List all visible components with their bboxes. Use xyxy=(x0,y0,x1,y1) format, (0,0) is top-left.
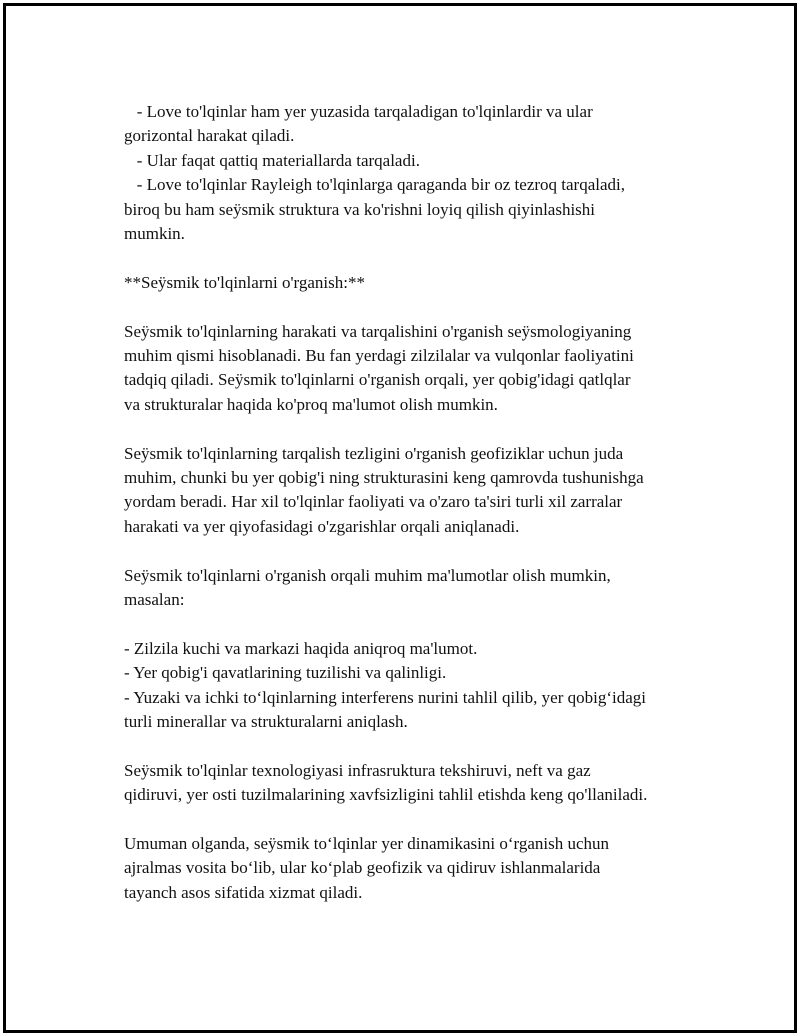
list-item: - Zilzila kuchi va markazi haqida aniqroq ma'lumot. xyxy=(124,638,478,658)
text-line: Seÿsmik to'lqinlarni o'rganish orqali muhim ma'lumotlar olish mumkin, xyxy=(124,565,611,585)
text-line: muhim, chunki bu yer qobig'i ning strukturasini keng qamrovda tushunishga xyxy=(124,468,644,488)
text-line: yordam beradi. Har xil to'lqinlar faoliyati va o'zaro ta'siri turli xil zarralar xyxy=(124,492,623,512)
text-line: biroq bu ham seÿsmik struktura va ko'rishni loyiq qilish qiyinlashishi xyxy=(124,199,596,219)
list-item: - Yuzaki va ichki to‘lqinlarning interferens nurini tahlil qilib, yer qobig‘idagi xyxy=(124,687,646,707)
text-line: muhim qismi hisoblanadi. Bu fan yerdagi zilzilalar va vulqonlar faoliyatini xyxy=(124,346,634,366)
text-line: - Love to'lqinlar Rayleigh to'lqinlarga qaraganda bir oz tezroq tarqaladi, xyxy=(124,175,625,195)
text-line: qidiruvi, yer osti tuzilmalarining xavfsizligini tahlil etishda keng qo'llaniladi. xyxy=(124,785,648,805)
blank-line xyxy=(124,539,714,563)
page-frame xyxy=(3,3,797,1033)
text-line: harakati va yer qiyofasidagi o'zgarishlar orqali aniqlanadi. xyxy=(124,516,520,536)
text-line: Seÿsmik to'lqinlarning harakati va tarqalishini o'rganish seÿsmologiyaning xyxy=(124,321,632,341)
text-line: masalan: xyxy=(124,590,185,610)
list-item: - Yer qobig'i qavatlarining tuzilishi va qalinligi. xyxy=(124,663,447,683)
text-line: ajralmas vosita bo‘lib, ular ko‘plab geofizik va qidiruv ishlanmalarida xyxy=(124,858,601,878)
text-line: turli minerallar va strukturalarni aniqlash. xyxy=(124,712,408,732)
document-body xyxy=(124,100,714,905)
text-line: gorizontal harakat qiladi. xyxy=(124,126,295,146)
text-line: Seÿsmik to'lqinlarning tarqalish tezligini o'rganish geofiziklar uchun juda xyxy=(124,443,624,463)
blank-line xyxy=(124,612,714,636)
blank-line xyxy=(124,417,714,441)
text-line: Umuman olganda, seÿsmik to‘lqinlar yer dinamikasini o‘rganish uchun xyxy=(124,834,610,854)
text-line: tayanch asos sifatida xizmat qiladi. xyxy=(124,882,363,902)
text-line: - Ular faqat qattiq materiallarda tarqaladi. xyxy=(124,150,420,170)
text-line: mumkin. xyxy=(124,224,185,244)
blank-line xyxy=(124,734,714,758)
blank-line xyxy=(124,295,714,319)
blank-line xyxy=(124,808,714,832)
text-line: - Love to'lqinlar ham yer yuzasida tarqaladigan to'lqinlardir va ular xyxy=(124,102,593,121)
section-heading: **Seÿsmik to'lqinlarni o'rganish:** xyxy=(124,272,365,292)
text-line: Seÿsmik to'lqinlar texnologiyasi infrasruktura tekshiruvi, neft va gaz xyxy=(124,760,591,780)
text-line: va strukturalar haqida ko'proq ma'lumot olish mumkin. xyxy=(124,394,498,414)
blank-line xyxy=(124,246,714,270)
text-line: tadqiq qiladi. Seÿsmik to'lqinlarni o'rganish orqali, yer qobig'idagi qatlqlar xyxy=(124,370,631,390)
